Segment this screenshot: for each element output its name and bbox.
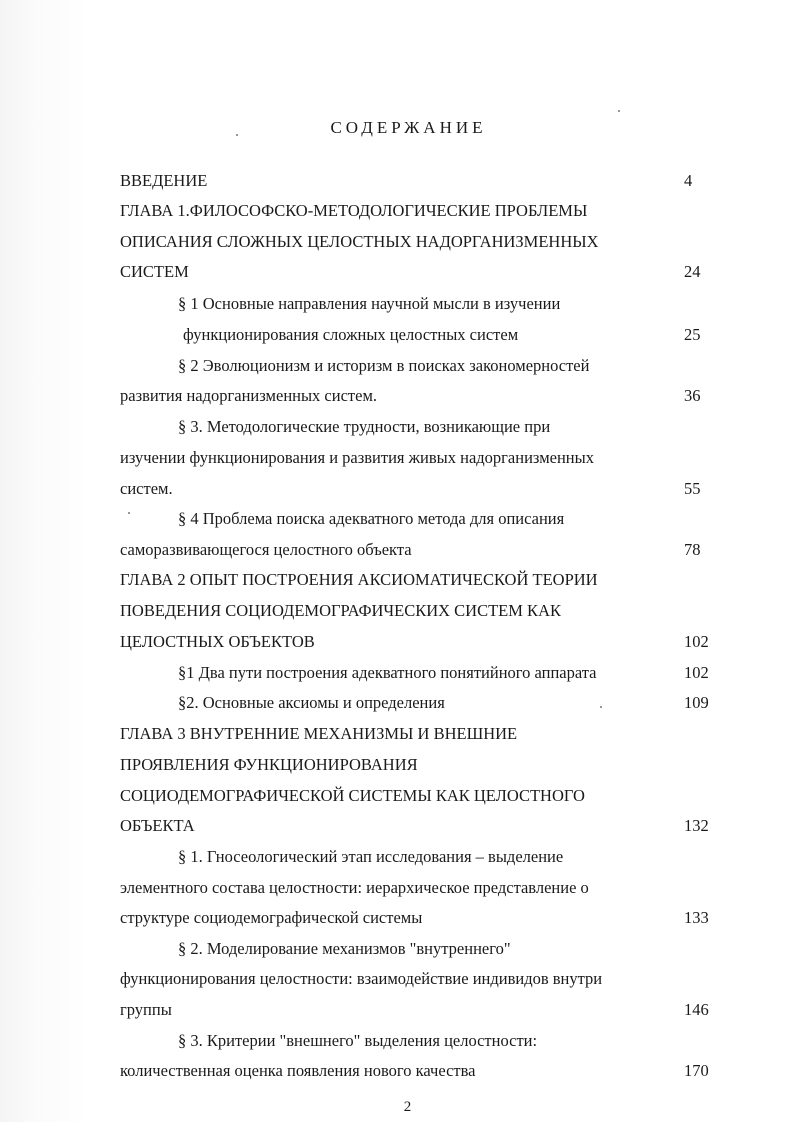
toc-ch1-s3-page: 55 <box>684 479 701 498</box>
toc-ch2-s2-line-1: §2. Основные аксиомы и определения <box>178 693 445 712</box>
page-number: 2 <box>403 1099 412 1115</box>
toc-ch3-s2-line-2: функционирования целостности: взаимодействие индивидов внутри <box>120 969 603 988</box>
toc-intro-title: ВВЕДЕНИЕ <box>120 171 208 190</box>
toc-ch1-s2-line-1: § 2 Эволюционизм и историзм в поисках закономерностей <box>178 356 590 375</box>
toc-ch1-s4-page: 78 <box>684 540 701 559</box>
toc-ch3-line-1: ГЛАВА 3 ВНУТРЕННИЕ МЕХАНИЗМЫ И ВНЕШНИЕ <box>120 724 518 743</box>
toc-ch1-s1-line-1: § 1 Основные направления научной мысли в изучении <box>178 294 561 313</box>
toc-ch3-s2-line-1: § 2. Моделирование механизмов "внутреннего" <box>178 939 511 958</box>
toc-ch2-page: 102 <box>684 632 709 651</box>
toc-ch3-line-2: ПРОЯВЛЕНИЯ ФУНКЦИОНИРОВАНИЯ <box>120 755 418 774</box>
toc-ch3-page: 132 <box>684 816 709 835</box>
toc-ch3-s3-page: 170 <box>684 1061 709 1080</box>
toc-ch2-s1-line-1: §1 Два пути построения адекватного понятийного аппарата <box>178 663 597 682</box>
toc-ch3-s1-line-1: § 1. Гносеологический этап исследования – выделение <box>178 847 564 866</box>
toc-ch1-page: 24 <box>684 262 701 281</box>
toc-ch1-s4-line-1: § 4 Проблема поиска адекватного метода для описания <box>178 509 565 528</box>
toc-ch1-line-1: ГЛАВА 1.ФИЛОСОФСКО-МЕТОДОЛОГИЧЕСКИЕ ПРОБЛЕМЫ <box>120 201 588 220</box>
page-title: СОДЕРЖАНИЕ <box>330 118 487 137</box>
toc-ch3-s2-page: 146 <box>684 1000 709 1019</box>
toc-ch1-s4-line-2: саморазвивающегося целостного объекта <box>120 540 412 559</box>
toc-ch3-s1-line-2: элементного состава целостности: иерархическое представление о <box>120 878 589 897</box>
toc-ch1-s1-page: 25 <box>684 325 701 344</box>
scan-speck <box>618 110 620 112</box>
toc-ch1-s3-line-2: изучении функционирования и развития живых надорганизменных <box>120 448 594 467</box>
toc-ch3-line-3: СОЦИОДЕМОГРАФИЧЕСКОЙ СИСТЕМЫ КАК ЦЕЛОСТНОГО <box>120 786 585 805</box>
toc-ch2-s1-page: 102 <box>684 663 709 682</box>
toc-ch1-line-2: ОПИСАНИЯ СЛОЖНЫХ ЦЕЛОСТНЫХ НАДОРГАНИЗМЕННЫХ <box>120 232 599 251</box>
toc-ch2-line-1: ГЛАВА 2 ОПЫТ ПОСТРОЕНИЯ АКСИОМАТИЧЕСКОЙ ТЕОРИИ <box>120 570 598 589</box>
toc-ch3-s2-line-3: группы <box>120 1000 172 1019</box>
toc-ch3-s1-line-3: структуре социодемографической системы <box>120 908 423 927</box>
toc-ch3-s1-page: 133 <box>684 908 709 927</box>
toc-intro-page: 4 <box>684 171 693 190</box>
scan-margin-shade <box>0 0 90 1122</box>
toc-ch1-s2-line-2: развития надорганизменных систем. <box>120 386 378 405</box>
toc-ch2-s2-page: 109 <box>684 693 709 712</box>
toc-ch3-line-4: ОБЪЕКТА <box>120 816 195 835</box>
scan-speck <box>600 706 602 708</box>
scan-speck <box>236 134 238 136</box>
toc-ch2-line-2: ПОВЕДЕНИЯ СОЦИОДЕМОГРАФИЧЕСКИХ СИСТЕМ КАК <box>120 601 561 620</box>
toc-ch1-s1-line-2: функционирования сложных целостных систем <box>183 325 519 344</box>
toc-ch1-line-3: СИСТЕМ <box>120 262 189 281</box>
scan-speck <box>128 512 130 514</box>
toc-ch3-s3-line-2: количественная оценка появления нового качества <box>120 1061 476 1080</box>
toc-ch3-s3-line-1: § 3. Критерии "внешнего" выделения целостности: <box>178 1031 538 1050</box>
toc-ch1-s2-page: 36 <box>684 386 701 405</box>
toc-ch2-line-3: ЦЕЛОСТНЫХ ОБЪЕКТОВ <box>120 632 315 651</box>
toc-ch1-s3-line-1: § 3. Методологические трудности, возникающие при <box>178 417 551 436</box>
toc-ch1-s3-line-3: систем. <box>120 479 173 498</box>
